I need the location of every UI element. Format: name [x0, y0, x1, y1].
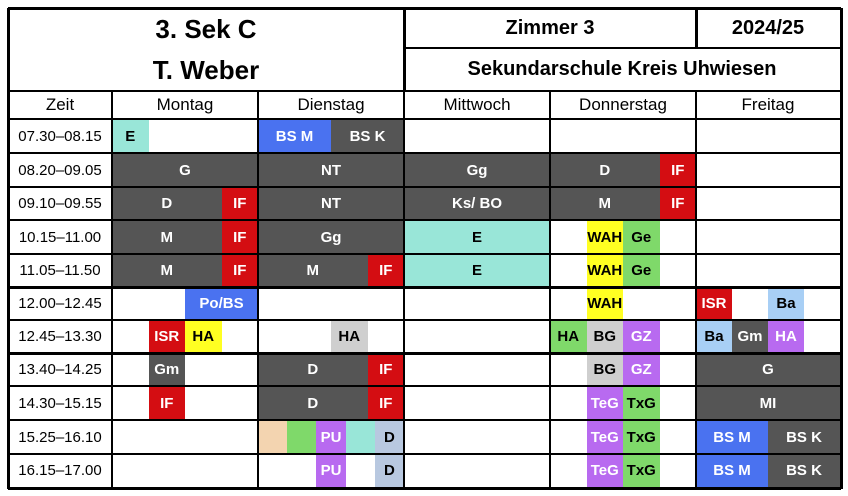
lesson-block: NT — [258, 153, 404, 187]
lesson-block: HA — [550, 320, 587, 353]
lesson-block: IF — [368, 353, 405, 386]
time-slot-label: 08.20–09.05 — [18, 161, 102, 179]
lesson-block: WAH — [587, 220, 624, 254]
lesson-block: Gm — [149, 353, 186, 386]
column-header-0: Zeit — [45, 95, 75, 114]
lesson-block: BS K — [768, 420, 840, 454]
lesson-block: D — [258, 353, 368, 386]
time-slot-label: 12.00–12.45 — [18, 295, 102, 312]
lesson-block: Gg — [258, 220, 404, 254]
time-slot-label: 16.15–17.00 — [18, 462, 102, 479]
lesson-block: MI — [696, 386, 840, 420]
lesson-block: GZ — [623, 320, 660, 353]
time-slot-label: 09.10–09.55 — [18, 195, 102, 212]
lesson-block: D — [375, 420, 404, 454]
grid-line — [8, 152, 841, 154]
teacher-name: T. Weber — [152, 55, 260, 85]
lesson-block: TxG — [623, 386, 660, 420]
lesson-block: TeG — [587, 420, 624, 454]
lesson-block: HA — [185, 320, 222, 353]
grid-line — [8, 90, 841, 92]
column-header-3: Mittwoch — [443, 95, 511, 114]
lesson-block: Ge — [623, 220, 660, 254]
lesson-block: BS K — [768, 454, 840, 487]
grid-line — [8, 453, 841, 455]
grid-line — [695, 91, 697, 489]
grid-line — [111, 91, 113, 489]
lesson-block: PU — [316, 454, 345, 487]
lesson-block: Gg — [404, 153, 550, 187]
lesson-block: IF — [660, 187, 697, 220]
lesson-block: TxG — [623, 420, 660, 454]
grid-line — [8, 419, 841, 421]
lesson-block: TeG — [587, 386, 624, 420]
grid-line — [403, 91, 405, 489]
time-slot-label: 14.30–15.15 — [18, 394, 102, 412]
grid-line — [8, 253, 841, 255]
school-name: Sekundarschule Kreis Uhwiesen — [467, 58, 777, 80]
column-header-5: Freitag — [741, 95, 795, 114]
lesson-block: Ba — [768, 287, 804, 320]
lesson-block: BS K — [331, 119, 404, 153]
time-slot-label: 13.40–14.25 — [18, 361, 102, 378]
lesson-block: IF — [368, 254, 405, 287]
grid-line — [8, 352, 841, 355]
lesson-block: G — [112, 153, 258, 187]
lesson-block: BS M — [696, 454, 768, 487]
room-label: Zimmer 3 — [505, 16, 595, 39]
lesson-block: BG — [587, 353, 624, 386]
grid-line — [8, 319, 841, 321]
lesson-block: IF — [660, 153, 697, 187]
grid-line — [549, 91, 551, 489]
grid-line — [8, 186, 841, 188]
grid-line — [403, 8, 406, 91]
lesson-block: ISR — [149, 320, 186, 353]
grid-line — [404, 47, 841, 49]
lesson-block: TxG — [623, 454, 660, 487]
lesson-block: HA — [331, 320, 368, 353]
lesson-block: D — [375, 454, 404, 487]
lesson-block — [346, 420, 375, 454]
lesson-block: WAH — [587, 254, 624, 287]
lesson-block: GZ — [623, 353, 660, 386]
lesson-block: HA — [768, 320, 804, 353]
grid-line — [7, 8, 10, 489]
lesson-block: G — [696, 353, 840, 386]
lesson-block: TeG — [587, 454, 624, 487]
lesson-block: Ba — [696, 320, 732, 353]
lesson-block: IF — [222, 220, 259, 254]
lesson-block: Ge — [623, 254, 660, 287]
lesson-block: WAH — [587, 287, 624, 320]
lesson-block: ISR — [696, 287, 732, 320]
grid-line — [8, 118, 841, 120]
lesson-block: M — [550, 187, 660, 220]
lesson-block: D — [550, 153, 660, 187]
lesson-block: IF — [149, 386, 186, 420]
grid-line — [8, 487, 841, 490]
grid-line — [8, 219, 841, 221]
time-slot-label: 11.05–11.50 — [19, 262, 101, 279]
grid-line — [8, 286, 841, 289]
lesson-block: Gm — [732, 320, 768, 353]
time-slot-label: 10.15–11.00 — [18, 228, 102, 246]
lesson-block: IF — [368, 386, 405, 420]
time-slot-label: 15.25–16.10 — [18, 428, 102, 446]
lesson-block: M — [112, 220, 222, 254]
lesson-block: M — [112, 254, 222, 287]
lesson-block: M — [258, 254, 368, 287]
grid-line — [8, 385, 841, 387]
column-header-4: Donnerstag — [579, 95, 667, 114]
lesson-block: E — [112, 119, 149, 153]
lesson-block: PU — [316, 420, 345, 454]
grid-line — [840, 8, 843, 489]
lesson-block: BS M — [258, 119, 331, 153]
lesson-block: BG — [587, 320, 624, 353]
lesson-block: BS M — [696, 420, 768, 454]
lesson-block: Po/BS — [185, 287, 258, 320]
time-slot-label: 07.30–08.15 — [18, 127, 102, 145]
lesson-block: IF — [222, 187, 259, 220]
grid-line — [695, 8, 698, 48]
school-year: 2024/25 — [731, 16, 805, 39]
lesson-block: D — [258, 386, 368, 420]
lesson-block: E — [404, 254, 550, 287]
lesson-block — [287, 420, 316, 454]
grid-line — [8, 7, 841, 10]
class-name: 3. Sek C — [155, 13, 257, 44]
time-slot-label: 12.45–13.30 — [18, 328, 102, 345]
lesson-block: D — [112, 187, 222, 220]
lesson-block: E — [404, 220, 550, 254]
grid-line — [257, 91, 259, 489]
lesson-block — [258, 420, 287, 454]
lesson-block: NT — [258, 187, 404, 220]
column-header-1: Montag — [156, 95, 214, 114]
lesson-block: Ks/ BO — [404, 187, 550, 220]
lesson-block: IF — [222, 254, 259, 287]
column-header-2: Dienstag — [297, 95, 365, 114]
